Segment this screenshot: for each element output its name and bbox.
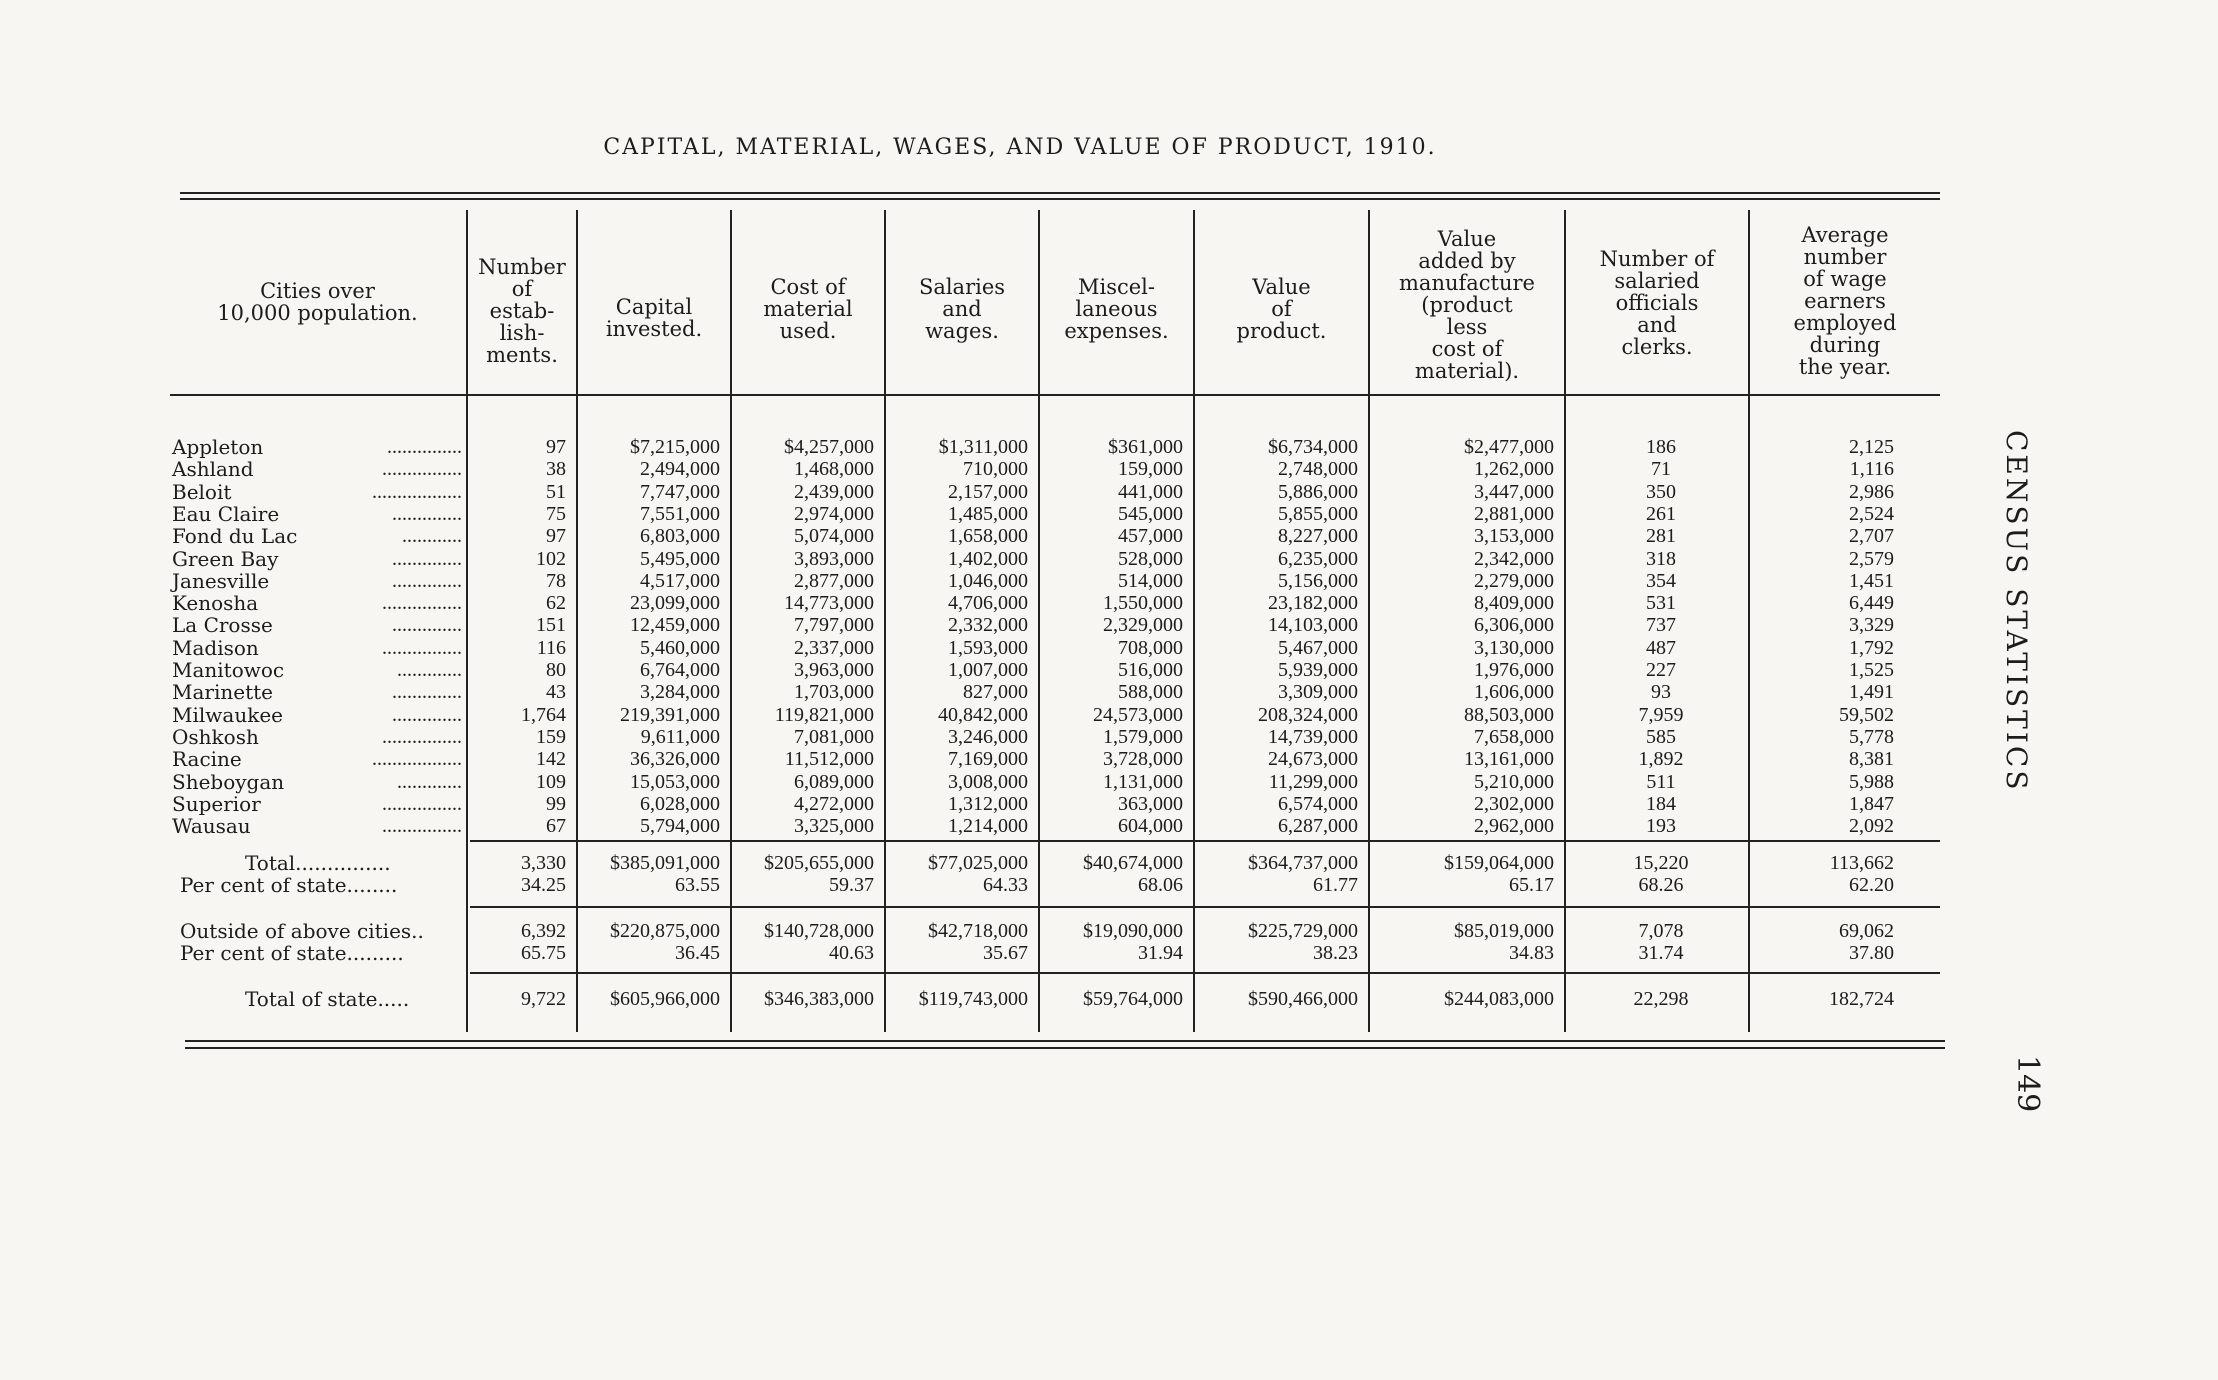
- top-rule: [180, 192, 1940, 194]
- summary-capital: 63.55: [675, 874, 720, 896]
- leader-dots: ..............: [392, 703, 462, 726]
- cell-material: 2,337,000: [794, 636, 874, 659]
- cell-wages: 1,402,000: [948, 547, 1028, 570]
- cell-establishments: 62: [546, 592, 566, 615]
- cell-establishments: 43: [546, 681, 566, 704]
- cell-value-added: 1,606,000: [1474, 681, 1554, 704]
- cell-value-added: 1,262,000: [1474, 458, 1554, 481]
- city-name: Ashland: [172, 457, 254, 482]
- cell-salaried: 184: [1646, 792, 1676, 815]
- cell-value-added: $2,477,000: [1464, 436, 1554, 458]
- cell-value-added: 3,447,000: [1474, 480, 1554, 503]
- cell-salaried: 227: [1646, 659, 1676, 681]
- cell-product: 11,299,000: [1268, 770, 1358, 793]
- leader-dots: .............: [397, 659, 462, 681]
- cell-value-added: 3,153,000: [1474, 525, 1554, 548]
- header-value-added: Value added by manufacture (product less cost of material).: [1399, 227, 1535, 383]
- summary-capital: $385,091,000: [610, 852, 720, 874]
- cell-wages: 1,214,000: [948, 815, 1028, 838]
- cell-product: 14,739,000: [1268, 725, 1358, 748]
- summary-capital: $220,875,000: [610, 920, 720, 942]
- cell-salaried: 511: [1646, 770, 1676, 793]
- cell-value-added: 2,302,000: [1474, 792, 1554, 815]
- cell-salaried: 531: [1646, 592, 1676, 615]
- cell-capital: 6,764,000: [640, 659, 720, 681]
- cell-value-added: 13,161,000: [1464, 748, 1554, 771]
- summary-value-added: 34.83: [1509, 942, 1554, 964]
- cell-value-added: 88,503,000: [1464, 703, 1554, 726]
- leader-dots: ..............: [392, 614, 462, 637]
- cell-material: 11,512,000: [784, 748, 874, 771]
- column-divider: [730, 210, 732, 1032]
- side-label: CENSUS STATISTICS: [2000, 430, 2033, 793]
- leader-dots: ...............: [387, 436, 462, 458]
- cell-wages: 1,312,000: [948, 792, 1028, 815]
- summary-wage-earners: 113,662: [1829, 852, 1894, 874]
- cell-capital: 5,460,000: [640, 636, 720, 659]
- cell-establishments: 51: [546, 480, 566, 503]
- cell-wage-earners: 2,125: [1849, 436, 1894, 458]
- cell-misc: 2,329,000: [1103, 614, 1183, 637]
- summary-salaried: 15,220: [1633, 852, 1689, 874]
- summary-material: $346,383,000: [764, 988, 874, 1010]
- summary-establishments: 65.75: [521, 942, 566, 964]
- cell-misc: 604,000: [1118, 815, 1183, 838]
- summary-product: $590,466,000: [1248, 988, 1358, 1010]
- summary-wage-earners: 182,724: [1829, 988, 1894, 1010]
- cell-product: 8,227,000: [1278, 525, 1358, 548]
- city-name: Manitowoc: [172, 658, 285, 682]
- cell-capital: 5,794,000: [640, 815, 720, 838]
- cell-product: 5,886,000: [1278, 480, 1358, 503]
- summary-label: Outside of above cities..: [180, 920, 424, 942]
- cell-misc: 545,000: [1118, 502, 1183, 525]
- summary-product: 38.23: [1313, 942, 1358, 964]
- city-name: Beloit: [172, 479, 232, 504]
- cell-misc: 457,000: [1118, 525, 1183, 548]
- cell-salaried: 71: [1651, 458, 1671, 481]
- cell-wages: 3,246,000: [948, 725, 1028, 748]
- cell-salaried: 281: [1646, 525, 1676, 548]
- city-name: Wausau: [172, 814, 251, 839]
- cell-misc: 516,000: [1118, 659, 1183, 681]
- cell-establishments: 38: [546, 458, 566, 481]
- cell-wages: 2,157,000: [948, 480, 1028, 503]
- bottom-rule-2: [185, 1047, 1945, 1049]
- cell-material: 3,325,000: [794, 815, 874, 838]
- cell-establishments: 97: [546, 436, 566, 458]
- cell-wage-earners: 1,792: [1849, 636, 1894, 659]
- cell-wages: 7,169,000: [948, 748, 1028, 771]
- cell-misc: 1,550,000: [1103, 592, 1183, 615]
- cell-wage-earners: 8,381: [1849, 748, 1894, 771]
- cell-wages: 2,332,000: [948, 614, 1028, 637]
- cell-capital: 23,099,000: [630, 592, 720, 615]
- cell-wage-earners: 2,986: [1849, 480, 1894, 503]
- summary-salaried: 68.26: [1638, 874, 1684, 896]
- cell-capital: 36,326,000: [630, 748, 720, 771]
- cell-value-added: 2,279,000: [1474, 569, 1554, 592]
- cell-value-added: 6,306,000: [1474, 614, 1554, 637]
- cell-capital: 219,391,000: [620, 703, 720, 726]
- leader-dots: ..............: [392, 681, 462, 704]
- cell-establishments: 99: [546, 792, 566, 815]
- cell-wages: 3,008,000: [948, 770, 1028, 793]
- city-name: Eau Claire: [172, 501, 280, 526]
- cell-wage-earners: 1,451: [1849, 569, 1894, 592]
- cell-wage-earners: 2,092: [1849, 815, 1894, 838]
- cell-value-added: 2,881,000: [1474, 502, 1554, 525]
- cell-value-added: 8,409,000: [1474, 592, 1554, 615]
- city-name: Sheboygan: [172, 769, 285, 794]
- cell-product: 5,855,000: [1278, 502, 1358, 525]
- summary-misc: 31.94: [1138, 942, 1183, 964]
- cell-capital: 7,747,000: [640, 480, 720, 503]
- header-wage-earners: Average number of wage earners employed during the year.: [1793, 223, 1897, 379]
- cell-misc: 441,000: [1118, 480, 1183, 503]
- summary-label: Per cent of state........: [180, 874, 398, 896]
- summary-establishments: 6,392: [521, 920, 566, 942]
- cell-product: 5,156,000: [1278, 569, 1358, 592]
- cell-value-added: 1,976,000: [1474, 659, 1554, 681]
- summary-value-added: $159,064,000: [1444, 852, 1554, 874]
- cell-wage-earners: 6,449: [1849, 592, 1894, 615]
- summary-value-added: $85,019,000: [1454, 920, 1554, 942]
- page-title: CAPITAL, MATERIAL, WAGES, AND VALUE OF PRODUCT, 1910.: [603, 135, 1437, 160]
- cell-misc: 1,131,000: [1103, 770, 1183, 793]
- summary-salaried: 31.74: [1638, 942, 1684, 964]
- bottom-rule: [185, 1040, 1945, 1042]
- column-divider: [1368, 210, 1370, 1032]
- cell-establishments: 1,764: [521, 703, 566, 726]
- city-name: Superior: [172, 791, 261, 816]
- cell-wage-earners: 3,329: [1849, 614, 1894, 637]
- cell-establishments: 80: [546, 659, 566, 681]
- summary-wages: 64.33: [983, 874, 1028, 896]
- summary-wages: $42,718,000: [928, 920, 1028, 942]
- cell-salaried: 350: [1646, 480, 1676, 503]
- cell-establishments: 116: [536, 636, 566, 659]
- header-salaried: Number of salaried officials and clerks.: [1599, 247, 1715, 359]
- cell-establishments: 159: [536, 725, 566, 748]
- cell-material: 1,468,000: [794, 458, 874, 481]
- cell-capital: 6,028,000: [640, 792, 720, 815]
- leader-dots: ............: [402, 525, 462, 548]
- cell-salaried: 93: [1651, 681, 1671, 704]
- cell-wage-earners: 2,579: [1849, 547, 1894, 570]
- cell-product: 5,939,000: [1278, 659, 1358, 681]
- city-name: Green Bay: [172, 546, 279, 571]
- cell-misc: 528,000: [1118, 547, 1183, 570]
- column-divider: [576, 210, 578, 1032]
- cell-establishments: 75: [546, 502, 566, 525]
- cell-wage-earners: 1,116: [1849, 458, 1894, 481]
- cell-material: 3,963,000: [794, 659, 874, 681]
- cell-establishments: 142: [536, 748, 566, 771]
- city-name: Racine: [172, 747, 242, 772]
- cell-misc: 3,728,000: [1103, 748, 1183, 771]
- city-name: Fond du Lac: [172, 524, 298, 549]
- header-rule: [170, 394, 1940, 396]
- cell-capital: 5,495,000: [640, 547, 720, 570]
- cell-capital: $7,215,000: [630, 436, 720, 458]
- cell-wage-earners: 5,988: [1849, 770, 1894, 793]
- column-divider: [1193, 210, 1195, 1032]
- cell-wages: 1,593,000: [948, 636, 1028, 659]
- cell-product: 208,324,000: [1258, 703, 1358, 726]
- cell-wage-earners: 1,525: [1849, 659, 1894, 681]
- summary-establishments: 34.25: [521, 874, 566, 896]
- cell-capital: 15,053,000: [630, 770, 720, 793]
- cell-salaried: 318: [1646, 547, 1676, 570]
- cell-capital: 7,551,000: [640, 502, 720, 525]
- cell-product: 6,287,000: [1278, 815, 1358, 838]
- cell-wages: 40,842,000: [938, 703, 1028, 726]
- cell-wages: 1,485,000: [948, 502, 1028, 525]
- cell-misc: 24,573,000: [1093, 703, 1183, 726]
- top-rule-2: [180, 198, 1940, 200]
- cell-capital: 4,517,000: [640, 569, 720, 592]
- cell-material: $4,257,000: [784, 436, 874, 458]
- section-rule: [470, 906, 1940, 908]
- header-misc: Miscel- laneous expenses.: [1064, 275, 1169, 343]
- leader-dots: ..................: [372, 480, 462, 503]
- cell-establishments: 67: [546, 815, 566, 838]
- city-name: Milwaukee: [172, 702, 283, 727]
- cell-material: 2,439,000: [794, 480, 874, 503]
- cell-material: 4,272,000: [794, 792, 874, 815]
- cell-establishments: 78: [546, 569, 566, 592]
- cell-salaried: 1,892: [1638, 748, 1684, 771]
- cell-salaried: 354: [1646, 569, 1676, 592]
- summary-wages: 35.67: [983, 942, 1028, 964]
- cell-material: 5,074,000: [794, 525, 874, 548]
- page-number: 149: [2010, 1055, 2045, 1113]
- cell-capital: 2,494,000: [640, 458, 720, 481]
- summary-misc: $19,090,000: [1083, 920, 1183, 942]
- header-product: Value of product.: [1236, 275, 1327, 343]
- summary-value-added: $244,083,000: [1444, 988, 1554, 1010]
- cell-misc: $361,000: [1108, 436, 1183, 458]
- section-rule: [470, 840, 1940, 842]
- cell-product: 24,673,000: [1268, 748, 1358, 771]
- summary-value-added: 65.17: [1509, 874, 1554, 896]
- city-name: La Crosse: [172, 613, 273, 638]
- leader-dots: ................: [382, 636, 462, 659]
- leader-dots: ................: [382, 815, 462, 838]
- cell-salaried: 585: [1646, 725, 1676, 748]
- cell-salaried: 487: [1646, 636, 1676, 659]
- column-divider: [466, 210, 468, 1032]
- header-material: Cost of material used.: [763, 275, 853, 343]
- cell-material: 6,089,000: [794, 770, 874, 793]
- city-name: Marinette: [172, 680, 273, 705]
- city-name: Oshkosh: [172, 724, 259, 749]
- city-name: Madison: [172, 635, 259, 660]
- cell-wage-earners: 1,847: [1849, 792, 1894, 815]
- summary-wages: $119,743,000: [918, 988, 1028, 1010]
- cell-wages: 1,658,000: [948, 525, 1028, 548]
- cell-salaried: 261: [1646, 502, 1676, 525]
- cell-wage-earners: 2,707: [1849, 525, 1894, 548]
- leader-dots: ..............: [392, 547, 462, 570]
- cell-capital: 3,284,000: [640, 681, 720, 704]
- summary-material: $205,655,000: [764, 852, 874, 874]
- leader-dots: ................: [382, 592, 462, 615]
- cell-establishments: 102: [536, 547, 566, 570]
- cell-value-added: 3,130,000: [1474, 636, 1554, 659]
- summary-wage-earners: 62.20: [1849, 874, 1894, 896]
- header-wages: Salaries and wages.: [918, 275, 1006, 343]
- leader-dots: ..............: [392, 502, 462, 525]
- summary-product: $225,729,000: [1248, 920, 1358, 942]
- leader-dots: .............: [397, 770, 462, 793]
- cell-value-added: 2,962,000: [1474, 815, 1554, 838]
- summary-establishments: 3,330: [521, 852, 566, 874]
- cell-product: 3,309,000: [1278, 681, 1358, 704]
- summary-misc: $40,674,000: [1083, 852, 1183, 874]
- cell-wage-earners: 2,524: [1849, 502, 1894, 525]
- cell-misc: 708,000: [1118, 636, 1183, 659]
- cell-establishments: 151: [536, 614, 566, 637]
- cell-misc: 1,579,000: [1103, 725, 1183, 748]
- cell-wages: 1,046,000: [948, 569, 1028, 592]
- summary-material: 59.37: [829, 874, 874, 896]
- summary-misc: $59,764,000: [1083, 988, 1183, 1010]
- cell-wage-earners: 1,491: [1849, 681, 1894, 704]
- cell-value-added: 2,342,000: [1474, 547, 1554, 570]
- cell-material: 14,773,000: [784, 592, 874, 615]
- leader-dots: ................: [382, 725, 462, 748]
- column-divider: [1564, 210, 1566, 1032]
- city-name: Appleton: [172, 435, 264, 459]
- cell-material: 2,877,000: [794, 569, 874, 592]
- cell-material: 2,974,000: [794, 502, 874, 525]
- summary-wage-earners: 37.80: [1849, 942, 1894, 964]
- cell-salaried: 737: [1646, 614, 1676, 637]
- cell-material: 119,821,000: [774, 703, 874, 726]
- cell-salaried: 7,959: [1638, 703, 1684, 726]
- summary-label: Total of state.....: [245, 988, 410, 1010]
- summary-establishments: 9,722: [521, 988, 566, 1010]
- cell-misc: 588,000: [1118, 681, 1183, 704]
- cell-value-added: 5,210,000: [1474, 770, 1554, 793]
- cell-capital: 12,459,000: [630, 614, 720, 637]
- cell-product: 2,748,000: [1278, 458, 1358, 481]
- cell-wages: 4,706,000: [948, 592, 1028, 615]
- leader-dots: ................: [382, 792, 462, 815]
- summary-product: $364,737,000: [1248, 852, 1358, 874]
- cell-salaried: 186: [1646, 436, 1676, 458]
- cell-misc: 363,000: [1118, 792, 1183, 815]
- cell-misc: 159,000: [1118, 458, 1183, 481]
- cell-product: 14,103,000: [1268, 614, 1358, 637]
- summary-label: Per cent of state.........: [180, 942, 404, 964]
- cell-wages: $1,311,000: [938, 436, 1028, 458]
- summary-salaried: 22,298: [1633, 988, 1689, 1010]
- cell-material: 1,703,000: [794, 681, 874, 704]
- summary-capital: $605,966,000: [610, 988, 720, 1010]
- cell-product: $6,734,000: [1268, 436, 1358, 458]
- summary-salaried: 7,078: [1638, 920, 1684, 942]
- cell-wage-earners: 5,778: [1849, 725, 1894, 748]
- summary-wage-earners: 69,062: [1839, 920, 1894, 942]
- summary-wages: $77,025,000: [928, 852, 1028, 874]
- cell-product: 6,574,000: [1278, 792, 1358, 815]
- cell-salaried: 193: [1646, 815, 1676, 838]
- cell-wages: 827,000: [963, 681, 1028, 704]
- cell-capital: 9,611,000: [640, 725, 720, 748]
- summary-misc: 68.06: [1138, 874, 1183, 896]
- cell-establishments: 97: [546, 525, 566, 548]
- summary-label: Total...............: [245, 852, 391, 874]
- cell-wage-earners: 59,502: [1839, 703, 1894, 726]
- leader-dots: ..................: [372, 748, 462, 771]
- column-divider: [1038, 210, 1040, 1032]
- cell-product: 6,235,000: [1278, 547, 1358, 570]
- cell-material: 7,797,000: [794, 614, 874, 637]
- leader-dots: ..............: [392, 569, 462, 592]
- summary-material: $140,728,000: [764, 920, 874, 942]
- summary-capital: 36.45: [675, 942, 720, 964]
- city-name: Kenosha: [172, 591, 259, 616]
- city-name: Janesville: [172, 568, 270, 593]
- leader-dots: ................: [382, 458, 462, 481]
- cell-establishments: 109: [536, 770, 566, 793]
- cell-capital: 6,803,000: [640, 525, 720, 548]
- cell-misc: 514,000: [1118, 569, 1183, 592]
- summary-material: 40.63: [829, 942, 874, 964]
- header-capital: Capital invested.: [605, 295, 703, 341]
- column-divider: [884, 210, 886, 1032]
- cell-material: 7,081,000: [794, 725, 874, 748]
- header-city: Cities over 10,000 population.: [217, 279, 418, 325]
- cell-wages: 1,007,000: [948, 659, 1028, 681]
- cell-value-added: 7,658,000: [1474, 725, 1554, 748]
- cell-product: 23,182,000: [1268, 592, 1358, 615]
- cell-product: 5,467,000: [1278, 636, 1358, 659]
- cell-material: 3,893,000: [794, 547, 874, 570]
- cell-wages: 710,000: [963, 458, 1028, 481]
- section-rule: [470, 972, 1940, 974]
- summary-product: 61.77: [1313, 874, 1358, 896]
- header-establishments: Number of estab- lish- ments.: [478, 255, 566, 367]
